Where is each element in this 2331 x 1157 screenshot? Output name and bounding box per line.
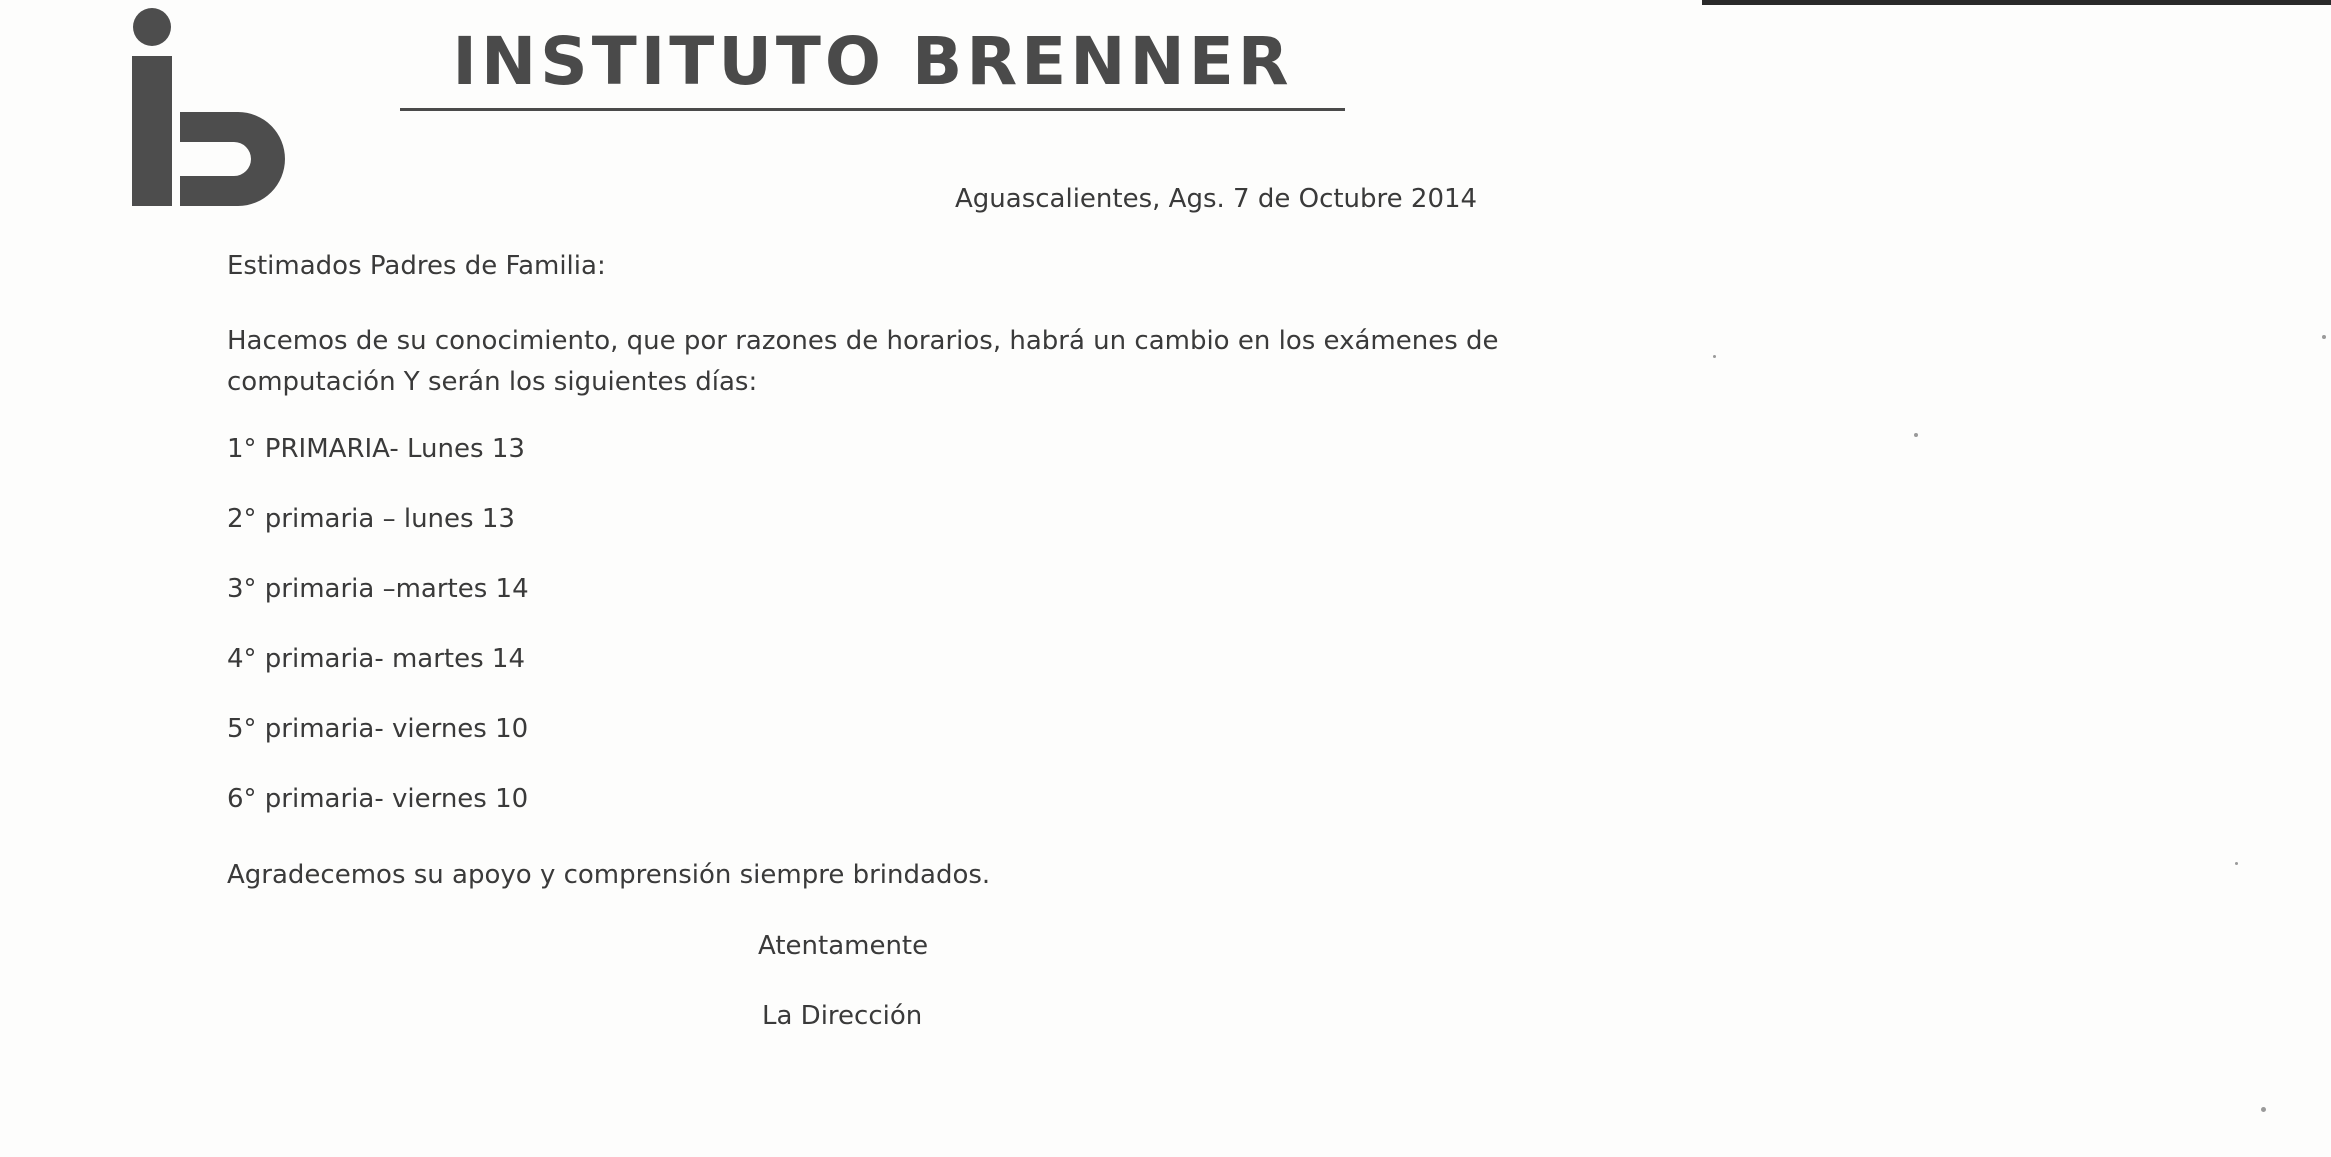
- body-line-1: Hacemos de su conocimiento, que por razones de horarios, habrá un cambio en los exámenes de: [227, 326, 1499, 356]
- schedule-item: 2° primaria – lunes 13: [227, 504, 515, 534]
- title-underline: [400, 108, 1345, 111]
- scan-speck: [1713, 355, 1716, 358]
- closing-line: Atentamente: [758, 931, 929, 961]
- schedule-item: 3° primaria –martes 14: [227, 574, 529, 604]
- scan-speck: [2261, 1107, 2266, 1112]
- institute-logo-icon: [130, 8, 290, 210]
- schedule-item: 1° PRIMARIA- Lunes 13: [227, 434, 525, 464]
- date-line: Aguascalientes, Ags. 7 de Octubre 2014: [955, 184, 1478, 214]
- schedule-item: 4° primaria- martes 14: [227, 644, 526, 674]
- scan-speck: [1914, 433, 1918, 437]
- body-paragraph: [227, 321, 1499, 403]
- greeting: Estimados Padres de Familia:: [227, 251, 606, 281]
- scan-speck: [2322, 335, 2326, 339]
- schedule-item: 5° primaria- viernes 10: [227, 714, 529, 744]
- scan-edge-rule: [1702, 0, 2331, 5]
- institution-name: INSTITUTO BRENNER: [452, 23, 1293, 100]
- thanks-line: Agradecemos su apoyo y comprensión siempre brindados.: [227, 860, 991, 890]
- body-line-2: computación Y serán los siguientes días:: [227, 367, 758, 397]
- signature-line: La Dirección: [762, 1001, 923, 1031]
- scan-speck: [2235, 862, 2238, 865]
- schedule-item: 6° primaria- viernes 10: [227, 784, 529, 814]
- exam-schedule-list: [227, 432, 529, 852]
